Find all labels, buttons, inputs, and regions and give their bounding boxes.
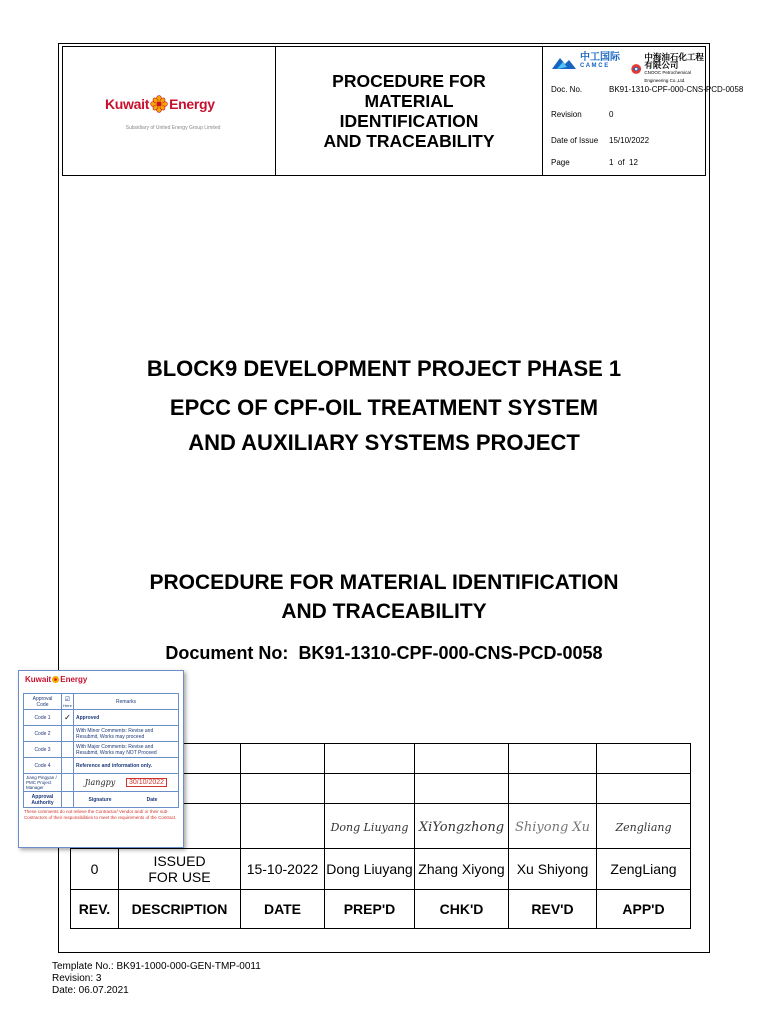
meta-doc-no: Doc. No. BK91-1310-CPF-000-CNS-PCD-0058 bbox=[551, 85, 744, 94]
table-row: Approval Authority Signature Date bbox=[24, 792, 179, 808]
document-header bbox=[62, 46, 744, 176]
table-row: Code 2 With Minor Comments: Revise and Resubmit, Works may proceed bbox=[24, 726, 179, 742]
document-number: Document No: BK91-1310-CPF-000-CNS-PCD-0058 bbox=[165, 643, 603, 663]
project-title-line-1: BLOCK9 DEVELOPMENT PROJECT PHASE 1 bbox=[146, 356, 622, 381]
header-approved: APP'D bbox=[597, 890, 691, 929]
camce-logo: 中工国际 C A M C E bbox=[551, 53, 620, 71]
footer-template-no: Template No.: BK91-1000-000-GEN-TMP-0011 bbox=[52, 961, 261, 972]
camce-mountain-icon bbox=[551, 54, 577, 70]
approval-stamp bbox=[18, 670, 184, 848]
meta-page: Page 1 of 12 bbox=[551, 158, 638, 167]
table-row: Approval Code ☑ Here Remarks bbox=[24, 694, 179, 710]
header-title: PROCEDURE FOR MATERIAL IDENTIFICATION AND TRACEABILITY bbox=[323, 71, 495, 151]
cnooc-emblem-icon bbox=[631, 61, 641, 77]
checked-cell: Zhang Xiyong bbox=[415, 849, 509, 890]
reviewed-signature: Shiyong Xu bbox=[514, 819, 591, 835]
prepared-signature: Dong Liuyang bbox=[330, 821, 409, 834]
meta-revision: Revision 0 bbox=[551, 110, 614, 119]
checked-signature: XiYongzhong bbox=[418, 819, 505, 835]
stamp-signature: Jiangpy bbox=[84, 778, 116, 787]
stamp-note: These comments do not relieve the Contractor/ Vendor and/ or their sub-Contractors of their responsibilities to meet the requirements of the Contract. bbox=[24, 809, 177, 820]
meta-date-of-issue: Date of Issue 15/10/2022 bbox=[551, 136, 650, 145]
procedure-title-line-1: PROCEDURE FOR MATERIAL IDENTIFICATION bbox=[149, 571, 619, 594]
header-rev: REV. bbox=[71, 890, 119, 929]
table-row: Code 3 With Major Comments: Revise and Resubmit, Works may NOT Proceed bbox=[24, 742, 179, 758]
revision-header-row bbox=[71, 890, 691, 929]
description-cell: ISSUED FOR USE bbox=[119, 849, 241, 890]
flower-icon bbox=[150, 95, 168, 113]
table-row: Code 4 Reference and information only. bbox=[24, 758, 179, 774]
client-logo-subtitle: Subsidiary of United Energy Group Limited bbox=[125, 125, 221, 131]
table-row: Jiang Pingyan / PMC Project Manager Jiangpy 30/10/2022 bbox=[24, 774, 179, 792]
prepared-cell: Dong Liuyang bbox=[325, 849, 415, 890]
template-footer bbox=[52, 961, 261, 997]
header-prepared: PREP'D bbox=[325, 890, 415, 929]
stamp-logo: Kuwait Energy bbox=[25, 675, 88, 684]
project-title-line-3: AND AUXILIARY SYSTEMS PROJECT bbox=[188, 430, 580, 455]
footer-date: Date: 06.07.2021 bbox=[52, 985, 129, 996]
revision-row-0 bbox=[71, 849, 691, 890]
table-row: Code 1 ✓ Approved bbox=[24, 710, 179, 726]
date-cell: 15-10-2022 bbox=[241, 849, 325, 890]
cnooc-petrochemical-logo: 中海油石化工程有限公司 CNOOC Petrochemical Engineering Co.,Ltd. bbox=[631, 53, 705, 85]
header-reviewed: REV'D bbox=[509, 890, 597, 929]
project-title-line-2: EPCC OF CPF-OIL TREATMENT SYSTEM bbox=[169, 395, 599, 420]
header-date: DATE bbox=[241, 890, 325, 929]
approved-signature: Zengliang bbox=[615, 821, 672, 834]
approval-code-table bbox=[23, 693, 179, 808]
rev-cell: 0 bbox=[71, 849, 119, 890]
header-description: DESCRIPTION bbox=[119, 890, 241, 929]
client-logo-cell bbox=[63, 47, 276, 175]
reviewed-cell: Xu Shiyong bbox=[509, 849, 597, 890]
header-meta-cell bbox=[543, 47, 744, 175]
procedure-title-line-2: AND TRACEABILITY bbox=[281, 600, 487, 623]
header-checked: CHK'D bbox=[415, 890, 509, 929]
footer-revision: Revision: 3 bbox=[52, 973, 102, 984]
kuwait-energy-logo: Kuwait Energy bbox=[105, 96, 215, 112]
approved-cell: ZengLiang bbox=[597, 849, 691, 890]
stamp-date: 30/10/2022 bbox=[126, 778, 167, 787]
flower-icon bbox=[51, 675, 60, 684]
header-title-cell bbox=[276, 47, 543, 175]
